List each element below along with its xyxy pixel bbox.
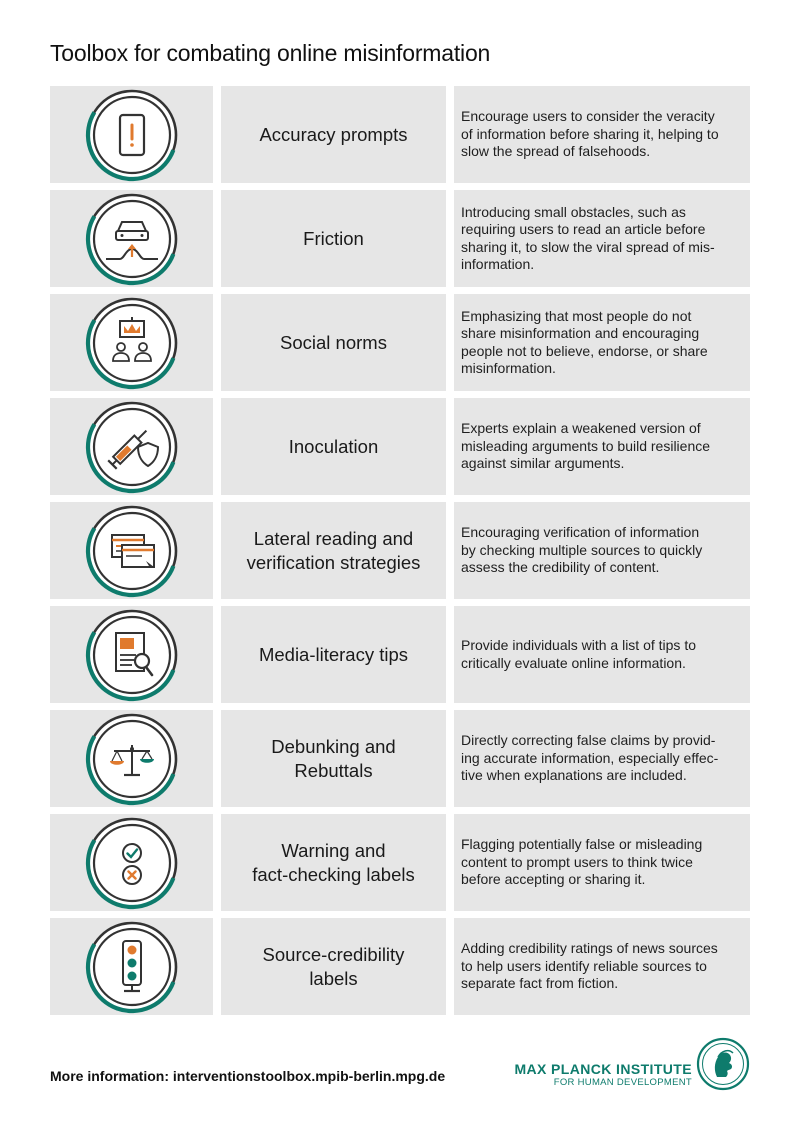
- description-line: Introducing small obstacles, such as: [461, 203, 686, 220]
- description-line: content to prompt users to think twice: [461, 853, 693, 870]
- description-line: Provide individuals with a list of tips to: [461, 637, 696, 653]
- row-icon-cell: [50, 606, 213, 703]
- toolbox-row: [50, 710, 750, 807]
- intervention-name: Social norms: [221, 294, 446, 391]
- intervention-description: [454, 606, 750, 703]
- max-planck-logo: [514, 1035, 750, 1095]
- description-line: before accepting or sharing it.: [461, 871, 646, 888]
- browser-windows-icon: [84, 503, 180, 599]
- description-line: of information before sharing it, helping to: [461, 125, 719, 142]
- intervention-name: Debunking and Rebuttals: [221, 710, 446, 807]
- description-line: sharing it, to slow the viral spread of mis-: [461, 238, 715, 255]
- row-icon-cell: [50, 190, 213, 287]
- intervention-name: Media-literacy tips: [221, 606, 446, 703]
- description-line: by checking multiple sources to quickly: [461, 541, 703, 558]
- description-line: Directly correcting false claims by provid-: [461, 732, 716, 749]
- row-icon-cell: [50, 918, 213, 1015]
- institute-subtitle: FOR HUMAN DEVELOPMENT: [553, 1077, 692, 1088]
- description-line: Emphasizing that most people do not: [461, 307, 692, 324]
- intervention-description: [454, 190, 750, 287]
- description-line: share misinformation and encouraging: [461, 325, 700, 341]
- description-line: requiring users to read an article before: [461, 221, 706, 237]
- institute-name: MAX PLANCK INSTITUTE: [514, 1061, 692, 1077]
- description-line: Experts explain a weakened version of: [461, 420, 701, 437]
- row-icon-cell: [50, 86, 213, 183]
- intervention-description: [454, 710, 750, 807]
- car-speed-bump-icon: [84, 191, 180, 287]
- description-line: against similar arguments.: [461, 455, 625, 472]
- traffic-light-icon: [84, 919, 180, 1015]
- row-icon-cell: [50, 294, 213, 391]
- row-icon-cell: [50, 710, 213, 807]
- intervention-description: [454, 502, 750, 599]
- toolbox-table: [50, 86, 750, 1022]
- description-line: information.: [461, 256, 535, 272]
- syringe-shield-icon: [84, 399, 180, 495]
- description-line: misleading arguments to build resilience: [461, 437, 711, 454]
- toolbox-row: [50, 190, 750, 287]
- page-title: Toolbox for combating online misinformation: [50, 40, 491, 66]
- toolbox-row: [50, 502, 750, 599]
- description-line: misinformation.: [461, 360, 556, 376]
- toolbox-row: [50, 294, 750, 391]
- description-line: critically evaluate online information.: [461, 654, 686, 671]
- intervention-name: Friction: [221, 190, 446, 287]
- balance-scale-icon: [84, 711, 180, 807]
- intervention-description: [454, 814, 750, 911]
- description-line: Flagging potentially false or misleading: [461, 836, 703, 853]
- toolbox-row: [50, 814, 750, 911]
- presentation-people-icon: [84, 295, 180, 391]
- description-line: separate fact from fiction.: [461, 975, 619, 992]
- intervention-name: Accuracy prompts: [221, 86, 446, 183]
- toolbox-row: [50, 398, 750, 495]
- description-line: to help users identify reliable sources to: [461, 957, 707, 974]
- intervention-description: [454, 918, 750, 1015]
- description-line: Encouraging verification of information: [461, 524, 700, 541]
- intervention-description: [454, 398, 750, 495]
- description-line: Adding credibility ratings of news sources: [461, 940, 718, 957]
- row-icon-cell: [50, 502, 213, 599]
- intervention-description: [454, 86, 750, 183]
- toolbox-row: [50, 606, 750, 703]
- toolbox-row: [50, 86, 750, 183]
- row-icon-cell: [50, 814, 213, 911]
- more-information-text: More information: interventionstoolbox.mpib-berlin.mpg.de: [50, 1068, 446, 1084]
- toolbox-row: [50, 918, 750, 1015]
- description-line: slow the spread of falsehoods.: [461, 143, 651, 160]
- intervention-description: [454, 294, 750, 391]
- description-line: people not to believe, endorse, or share: [461, 342, 708, 359]
- intervention-name: Lateral reading and verification strategies: [221, 502, 446, 599]
- check-cross-labels-icon: [84, 815, 180, 911]
- document-magnifier-icon: [84, 607, 180, 703]
- intervention-name: Warning and fact-checking labels: [221, 814, 446, 911]
- description-line: Encourage users to consider the veracity: [461, 108, 715, 125]
- intervention-name: Inoculation: [221, 398, 446, 495]
- row-icon-cell: [50, 398, 213, 495]
- minerva-seal-icon: [696, 1037, 750, 1091]
- description-line: ing accurate information, especially effec-: [461, 749, 719, 766]
- description-line: assess the credibility of content.: [461, 559, 660, 576]
- smartphone-alert-icon: [84, 87, 180, 183]
- intervention-name: Source-credibility labels: [221, 918, 446, 1015]
- description-line: tive when explanations are included.: [461, 767, 687, 784]
